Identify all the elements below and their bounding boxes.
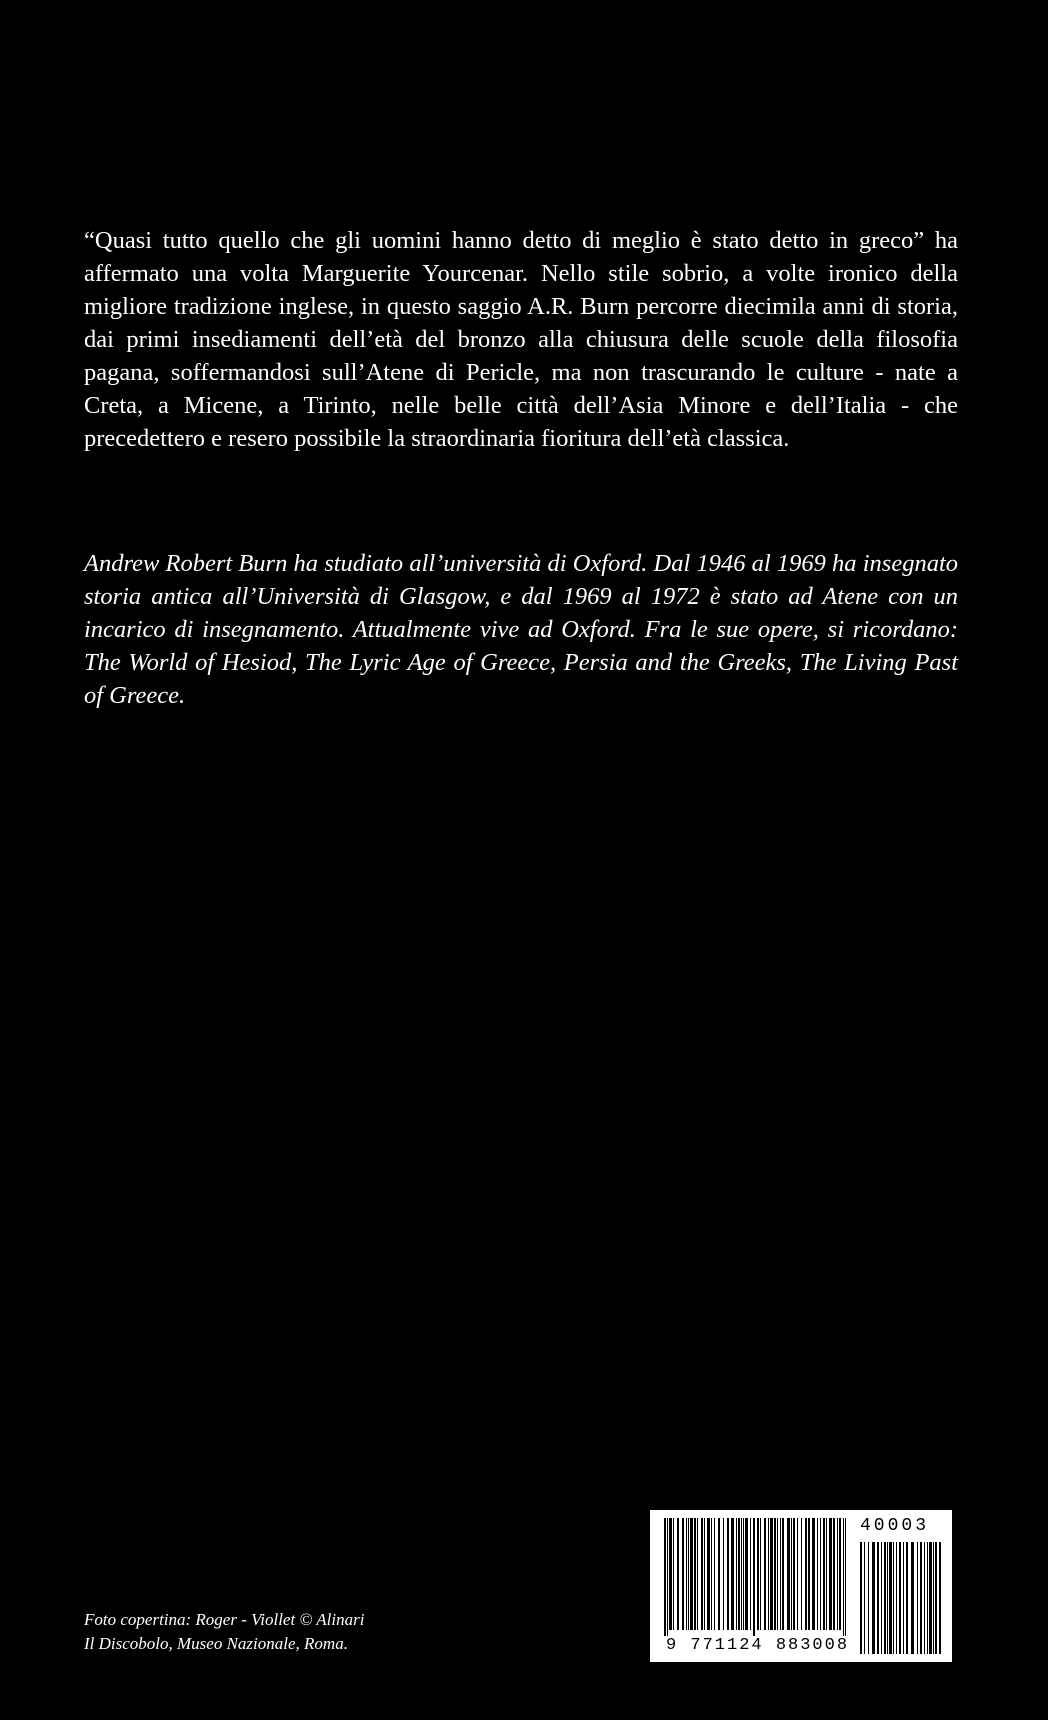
barcode-bar (704, 1518, 705, 1630)
barcode-bar (694, 1518, 696, 1630)
barcode-bar (787, 1518, 790, 1630)
barcode-bar (768, 1518, 769, 1630)
barcode-addon-bar (903, 1542, 904, 1654)
barcode-addon-bar (906, 1542, 908, 1654)
barcode-bar (791, 1518, 792, 1630)
barcode-bar (839, 1518, 841, 1630)
barcode-bar (817, 1518, 818, 1630)
barcode-bar (753, 1518, 755, 1636)
barcode-addon-bar (939, 1542, 941, 1654)
barcode-bar (774, 1518, 776, 1630)
barcode-addon-bar (917, 1542, 918, 1654)
barcode-addon-bar (877, 1542, 879, 1654)
barcode-bar (833, 1518, 835, 1630)
barcode-bar (731, 1518, 734, 1630)
barcode-bar (714, 1518, 715, 1630)
barcode-bar (812, 1518, 815, 1630)
barcode-bar (736, 1518, 737, 1630)
barcode-addon-bar (887, 1542, 888, 1654)
barcode-bar (697, 1518, 698, 1630)
barcode-bar (686, 1518, 687, 1630)
barcode-bar (682, 1518, 684, 1630)
barcode-bar (845, 1518, 846, 1636)
barcode-bar (837, 1518, 838, 1630)
barcode-bar (711, 1518, 712, 1630)
barcode-addon-bar (864, 1542, 865, 1654)
barcode-bar (677, 1518, 679, 1630)
barcode-addon-number: 40003 (860, 1516, 930, 1536)
barcode-bar (738, 1518, 740, 1630)
barcode (650, 1510, 952, 1662)
barcode-bar (757, 1518, 759, 1630)
barcode-bar (701, 1518, 703, 1630)
barcode-addon-bar (899, 1542, 901, 1654)
barcode-bar (797, 1518, 798, 1630)
barcode-bar (718, 1518, 720, 1630)
barcode-addon-bar (896, 1542, 897, 1654)
barcode-bar (741, 1518, 742, 1630)
barcode-addon-bar (920, 1542, 922, 1654)
barcode-ean-number: 9 771124 883008 (666, 1636, 850, 1655)
barcode-bar (760, 1518, 761, 1630)
barcode-bar (743, 1518, 744, 1630)
barcode-bar (793, 1518, 795, 1630)
barcode-addon-bar (924, 1542, 925, 1654)
barcode-bar (805, 1518, 807, 1630)
barcode-bar (764, 1518, 766, 1630)
barcode-addon-bar (911, 1542, 914, 1654)
blurb-text: “Quasi tutto quello che gli uomini hanno detto di meglio è stato detto in greco” ha affermato una volta Marguerite Yourcenar. Nello stile sobrio, a volte ironico della migliore tradizione inglese, in questo saggio A.R. Burn percorre diecimila anni di storia, dai primi insediamenti dell’età del bronzo alla chiusura delle scuole della filosofia pagana, soffermandosi sull’Atene di Pericle, ma non trascurando le culture - nate a Creta, a Micene, a Tirinto, nelle belle città dell’Asia Minore e dell’Italia - che precedettero e resero possibile la straordinaria fioritura dell’età classica. (84, 227, 958, 452)
barcode-addon-bar (868, 1542, 869, 1654)
author-bio: Andrew Robert Burn ha studiato all’università di Oxford. Dal 1946 al 1969 ha insegnato storia antica all’Università di Glasgow, e dal 1969 al 1972 è stato ad Atene con un incarico di insegnamento. Attualmente vive ad Oxford. Fra le sue opere, si ricordano: The World of Hesiod, The Lyric Age of Greece, Persia and the Greeks, The Living Past of Greece. (84, 550, 958, 709)
barcode-bar (707, 1518, 710, 1630)
barcode-bar (673, 1518, 674, 1630)
photo-credit (84, 1608, 504, 1656)
barcode-bar (669, 1518, 672, 1630)
barcode-bar (782, 1518, 784, 1630)
barcode-addon-bar (860, 1542, 862, 1654)
barcode-bar (688, 1518, 689, 1630)
barcode-bar (770, 1518, 773, 1630)
barcode-addon-bar (872, 1542, 875, 1654)
barcode-bar (843, 1518, 844, 1636)
photo-credit-line-1: Foto copertina: Roger - Viollet © Alinari (84, 1610, 365, 1629)
barcode-addon-bar (927, 1542, 928, 1654)
barcode-bar (690, 1518, 693, 1630)
barcode-bar (808, 1518, 810, 1630)
barcode-bar (823, 1518, 825, 1630)
photo-credit-line-2: Il Discobolo, Museo Nazionale, Roma. (84, 1634, 348, 1653)
barcode-bar (820, 1518, 821, 1630)
barcode-bar (723, 1518, 724, 1630)
barcode-bar (664, 1518, 666, 1636)
barcode-addon-bar (881, 1542, 882, 1654)
barcode-addon-bar (884, 1542, 886, 1654)
barcode-addon-bar (889, 1542, 892, 1654)
barcode-addon-bar (929, 1542, 932, 1654)
barcode-addon-bar (933, 1542, 934, 1654)
barcode-bar (801, 1518, 802, 1630)
barcode-addon-bar (935, 1542, 937, 1654)
barcode-bar (667, 1518, 668, 1636)
barcode-bar (750, 1518, 751, 1630)
barcode-bar (826, 1518, 827, 1630)
barcode-bar (780, 1518, 781, 1630)
barcode-bar (829, 1518, 832, 1630)
barcode-bar (745, 1518, 748, 1630)
barcode-addon-bar (893, 1542, 894, 1654)
barcode-bar (777, 1518, 778, 1630)
barcode-bar (727, 1518, 729, 1630)
